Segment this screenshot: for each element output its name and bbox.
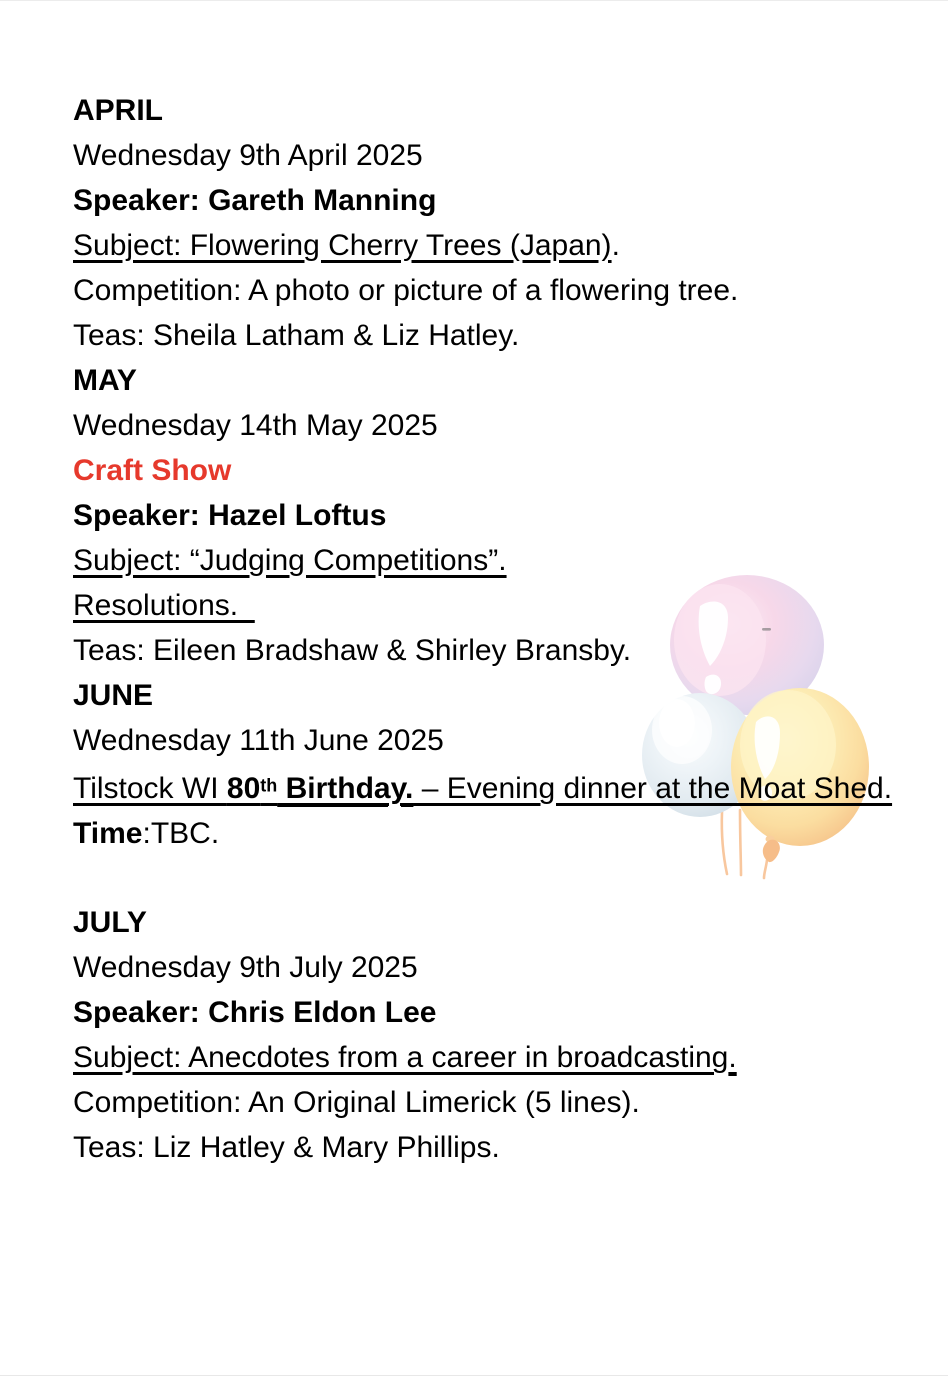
text-run: Speaker: Hazel Loftus <box>73 499 387 532</box>
speaker-line <box>73 499 928 533</box>
event-line <box>73 454 928 488</box>
text-run: Subject: Flowering Cherry Trees (Japan) <box>73 229 612 262</box>
text-run: . <box>611 229 620 262</box>
text-run: :TBC. <box>142 817 220 851</box>
underlined-run <box>73 772 892 805</box>
date-line <box>73 409 928 443</box>
month-heading <box>73 94 928 128</box>
text-run: Speaker: Gareth Manning <box>73 184 437 217</box>
text-run: Teas: Liz Hatley & Mary Phillips. <box>73 1131 500 1165</box>
month-heading <box>73 679 928 713</box>
text-run: JUNE <box>73 679 154 712</box>
subject-line <box>73 229 928 263</box>
text-run: Subject: “Judging Competitions”. <box>73 544 507 577</box>
competition-line <box>73 1086 928 1120</box>
text-run: th <box>260 776 278 796</box>
teas-line <box>73 1131 928 1165</box>
text-run: Wednesday 9th April 2025 <box>73 139 423 172</box>
resolutions-line <box>73 589 928 623</box>
speaker-line <box>73 996 928 1030</box>
month-section-may <box>73 364 928 668</box>
subject-line <box>73 544 928 578</box>
text-run: 80 <box>226 772 261 806</box>
time-line <box>73 817 928 851</box>
speaker-line <box>73 184 928 218</box>
date-line <box>73 139 928 173</box>
text-run: Time <box>73 817 143 851</box>
text-run: Competition: A photo or picture of a flowering tree. <box>73 274 739 307</box>
text-run: Competition: An Original Limerick (5 lines). <box>73 1086 640 1120</box>
teas-line <box>73 319 928 353</box>
text-run: Resolutions. <box>73 589 255 622</box>
text-run: APRIL <box>73 94 163 127</box>
text-run: Craft Show <box>73 454 232 487</box>
text-run: – Evening dinner at the Moat Shed. <box>413 772 893 806</box>
text-run: Birthday. <box>277 772 414 806</box>
date-line <box>73 951 928 985</box>
text-run: Subject: Anecdotes from a career in broadcasting <box>73 1041 729 1075</box>
month-section-july <box>73 906 928 1165</box>
subject-line <box>73 1041 928 1075</box>
birthday-line <box>73 769 928 806</box>
text-run: MAY <box>73 364 137 397</box>
text-run: Wednesday 9th July 2025 <box>73 951 418 985</box>
text-run: Tilstock WI <box>73 772 227 806</box>
text-run: Teas: Sheila Latham & Liz Hatley. <box>73 319 520 352</box>
text-run: Teas: Eileen Bradshaw & Shirley Bransby. <box>73 634 632 667</box>
month-heading <box>73 364 928 398</box>
text-run: Speaker: Chris Eldon Lee <box>73 996 437 1030</box>
month-section-june <box>73 679 928 851</box>
text-run: JULY <box>73 906 147 940</box>
text-run: Wednesday 14th May 2025 <box>73 409 438 442</box>
teas-line <box>73 634 928 668</box>
month-section-april <box>73 94 928 353</box>
competition-line <box>73 274 928 308</box>
text-run: . <box>728 1041 737 1075</box>
text-run: Wednesday 11th June 2025 <box>73 724 444 757</box>
date-line <box>73 724 928 758</box>
month-heading <box>73 906 928 940</box>
